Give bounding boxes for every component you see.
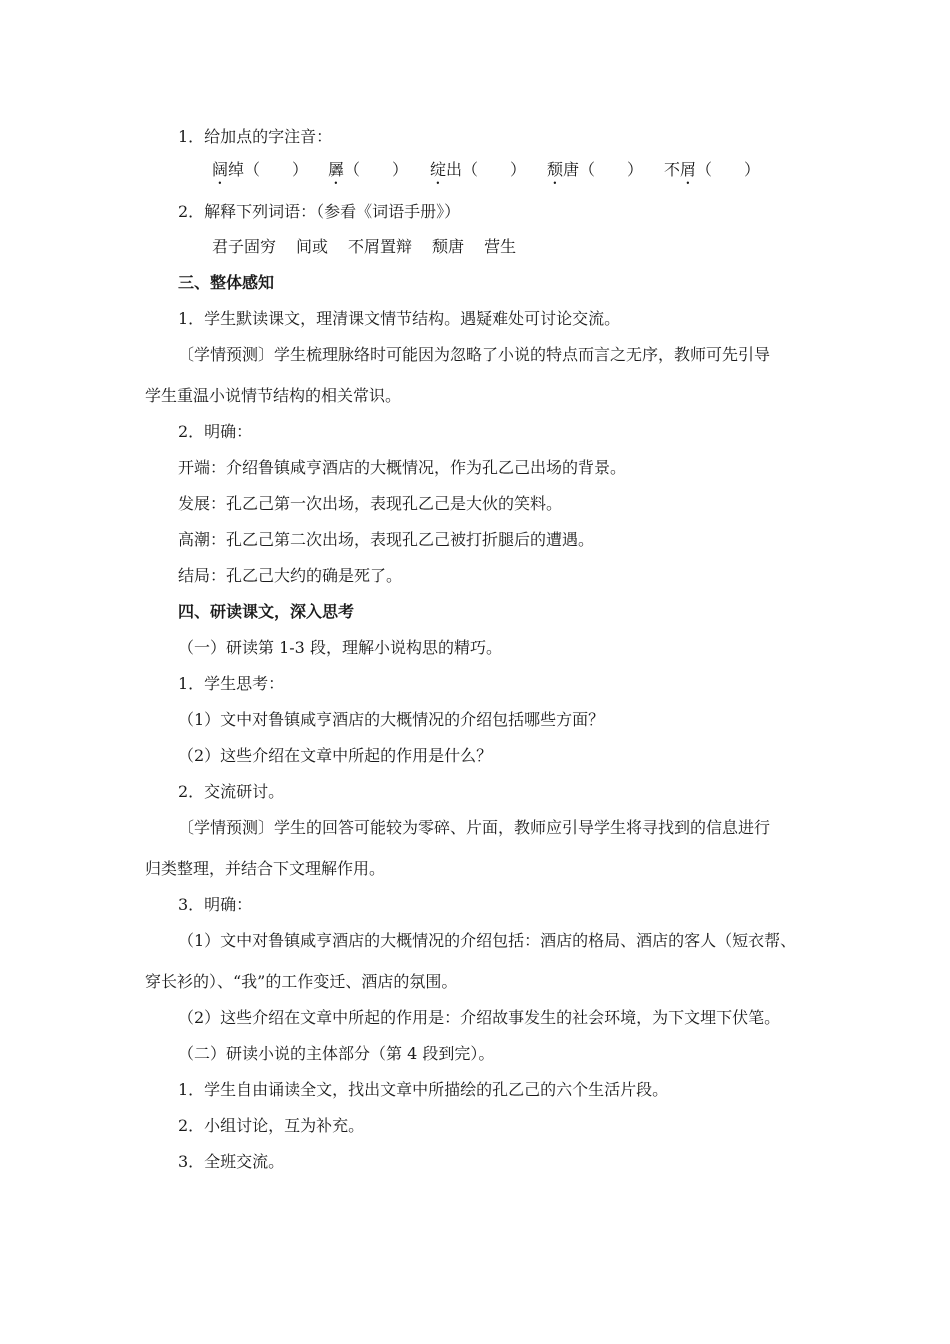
- s4-part-1: （一）研读第 1-3 段，理解小说构思的精巧。: [178, 638, 502, 657]
- plot-ending: 结局：孔乙己大约的确是死了。: [178, 566, 403, 585]
- section-4-heading: 四、研读课文，深入思考: [178, 602, 355, 621]
- s3-prediction-line-1: 〔学情预测〕学生梳理脉络时可能因为忽略了小说的特点而言之无序，教师可先引导: [178, 345, 771, 364]
- s4-prediction-line-1: 〔学情预测〕学生的回答可能较为零碎、片面，教师应引导学生将寻找到的信息进行: [178, 818, 771, 837]
- vocab-item: 间或: [296, 237, 329, 256]
- s4-answer-2: （2）这些介绍在文章中所起的作用是：介绍故事发生的社会环境，为下文埋下伏笔。: [178, 1008, 781, 1027]
- s3-item-2: 2．明确：: [178, 422, 253, 441]
- s4-answer-1-line-1: （1）文中对鲁镇咸亨酒店的大概情况的介绍包括：酒店的格局、酒店的客人（短衣帮、: [178, 931, 797, 950]
- pinyin-item-2: 羼（ ）: [328, 160, 409, 179]
- vocab-item: 营生: [484, 237, 517, 256]
- s4-part-1-item-2: 2．交流研讨。: [178, 782, 285, 801]
- s4-part-2-item-2: 2．小组讨论，互为补充。: [178, 1116, 365, 1135]
- s4-question-1: （1）文中对鲁镇咸亨酒店的大概情况的介绍包括哪些方面？: [178, 710, 605, 729]
- pinyin-item-5: 不屑（ ）: [664, 160, 761, 179]
- pinyin-row: [212, 160, 812, 184]
- s4-part-1-item-1: 1．学生思考：: [178, 674, 285, 693]
- s4-part-1-item-3: 3．明确：: [178, 895, 253, 914]
- plot-development: 发展：孔乙己第一次出场，表现孔乙己是大伙的笑料。: [178, 494, 563, 513]
- s4-part-2-item-3: 3．全班交流。: [178, 1152, 285, 1171]
- s4-answer-1-line-2: 穿长衫的）、“我”的工作变迁、酒店的氛围。: [145, 972, 458, 991]
- s3-item-1: 1．学生默读课文，理清课文情节结构。遇疑难处可讨论交流。: [178, 309, 621, 328]
- vocab-item: 君子固穷: [212, 237, 277, 256]
- s4-question-2: （2）这些介绍在文章中所起的作用是什么？: [178, 746, 493, 765]
- vocab-row: [212, 237, 536, 257]
- s4-prediction-line-2: 归类整理，并结合下文理解作用。: [145, 859, 386, 878]
- plot-opening: 开端：介绍鲁镇咸亨酒店的大概情况，作为孔乙己出场的背景。: [178, 458, 627, 477]
- s4-part-2: （二）研读小说的主体部分（第 4 段到完）。: [178, 1044, 495, 1063]
- s4-part-2-item-1: 1．学生自由诵读全文，找出文章中所描绘的孔乙己的六个生活片段。: [178, 1080, 669, 1099]
- vocab-item: 颓唐: [432, 237, 465, 256]
- plot-climax: 高潮：孔乙己第二次出场，表现孔乙己被打折腿后的遭遇。: [178, 530, 595, 549]
- section-3-heading: 三、整体感知: [178, 273, 275, 292]
- pinyin-item-4: 颓唐（ ）: [547, 160, 644, 179]
- pinyin-item-3: 绽出（ ）: [430, 160, 527, 179]
- s3-prediction-line-2: 学生重温小说情节结构的相关常识。: [145, 386, 402, 405]
- question-2: 2．解释下列词语：（参看《词语手册》）: [178, 202, 461, 221]
- question-1: 1．给加点的字注音：: [178, 127, 333, 146]
- pinyin-item-1: 阔绰（ ）: [212, 160, 309, 179]
- vocab-item: 不屑置辩: [348, 237, 413, 256]
